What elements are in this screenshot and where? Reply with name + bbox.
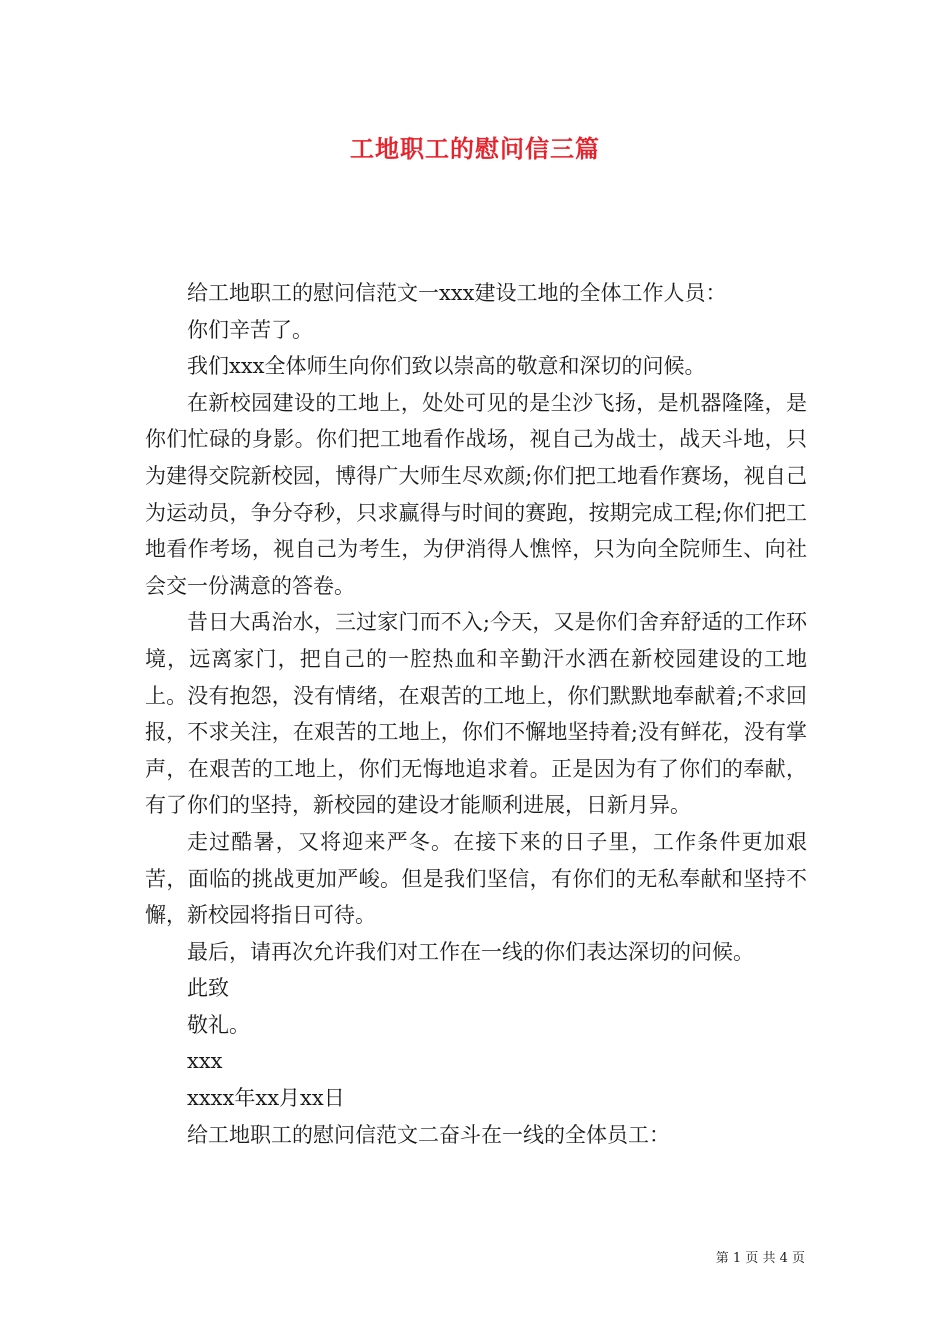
- paragraph-date: xxxx年xx月xx日: [187, 1086, 345, 1111]
- paragraph-closing: 最后，请再次允许我们对工作在一线的你们表达深切的问候。: [187, 939, 754, 964]
- page-number-footer: 第 1 页 共 4 页: [715, 1251, 805, 1266]
- paragraph-signature: xxx: [187, 1049, 223, 1074]
- paragraph-dedication: 昔日大禹治水，三过家门而不入;今天，又是你们舍弃舒适的工作环境，远离家门，把自己的一腔热血和辛勤汗水洒在新校园建设的工地上。没有抱怨，没有情绪，在艰苦的工地上，你们默默地奉献着;不求回报，不求关注，在艰苦的工地上，你们不懈地坚持着;没有鲜花，没有掌声，在艰苦的工地上，你们无悔地追求着。正是因为有了你们的奉献，有了你们的坚持，新校园的建设才能顺利进展，日新月异。: [145, 610, 807, 818]
- paragraph-respect: 我们xxx全体师生向你们致以崇高的敬意和深切的问候。: [187, 354, 706, 379]
- paragraph-second-letter-heading: 给工地职工的慰问信范文二奋斗在一线的全体员工：: [187, 1122, 670, 1147]
- paragraph-winter: 走过酷暑，又将迎来严冬。在接下来的日子里，工作条件更加艰苦，面临的挑战更加严峻。但是我们坚信，有你们的无私奉献和坚持不懈，新校园将指日可待。: [145, 829, 807, 928]
- page-title: 工地职工的慰问信三篇: [350, 134, 600, 163]
- paragraph-salutation: 给工地职工的慰问信范文一xxx建设工地的全体工作人员：: [187, 281, 727, 305]
- letter-body: [145, 275, 807, 1153]
- paragraph-greeting: 你们辛苦了。: [187, 317, 313, 342]
- paragraph-jingli: 敬礼。: [187, 1012, 250, 1037]
- paragraph-construction-site: 在新校园建设的工地上，处处可见的是尘沙飞扬，是机器隆隆，是你们忙碌的身影。你们把工地看作战场，视自己为战士，战天斗地，只为建得交院新校园，博得广大师生尽欢颜;你们把工地看作赛场，视自己为运动员，争分夺秒，只求赢得与时间的赛跑，按期完成工程;你们把工地看作考场，视自己为考生，为伊消得人憔悴，只为向全院师生、向社会交一份满意的答卷。: [145, 390, 807, 598]
- paragraph-cizhi: 此致: [187, 976, 229, 1001]
